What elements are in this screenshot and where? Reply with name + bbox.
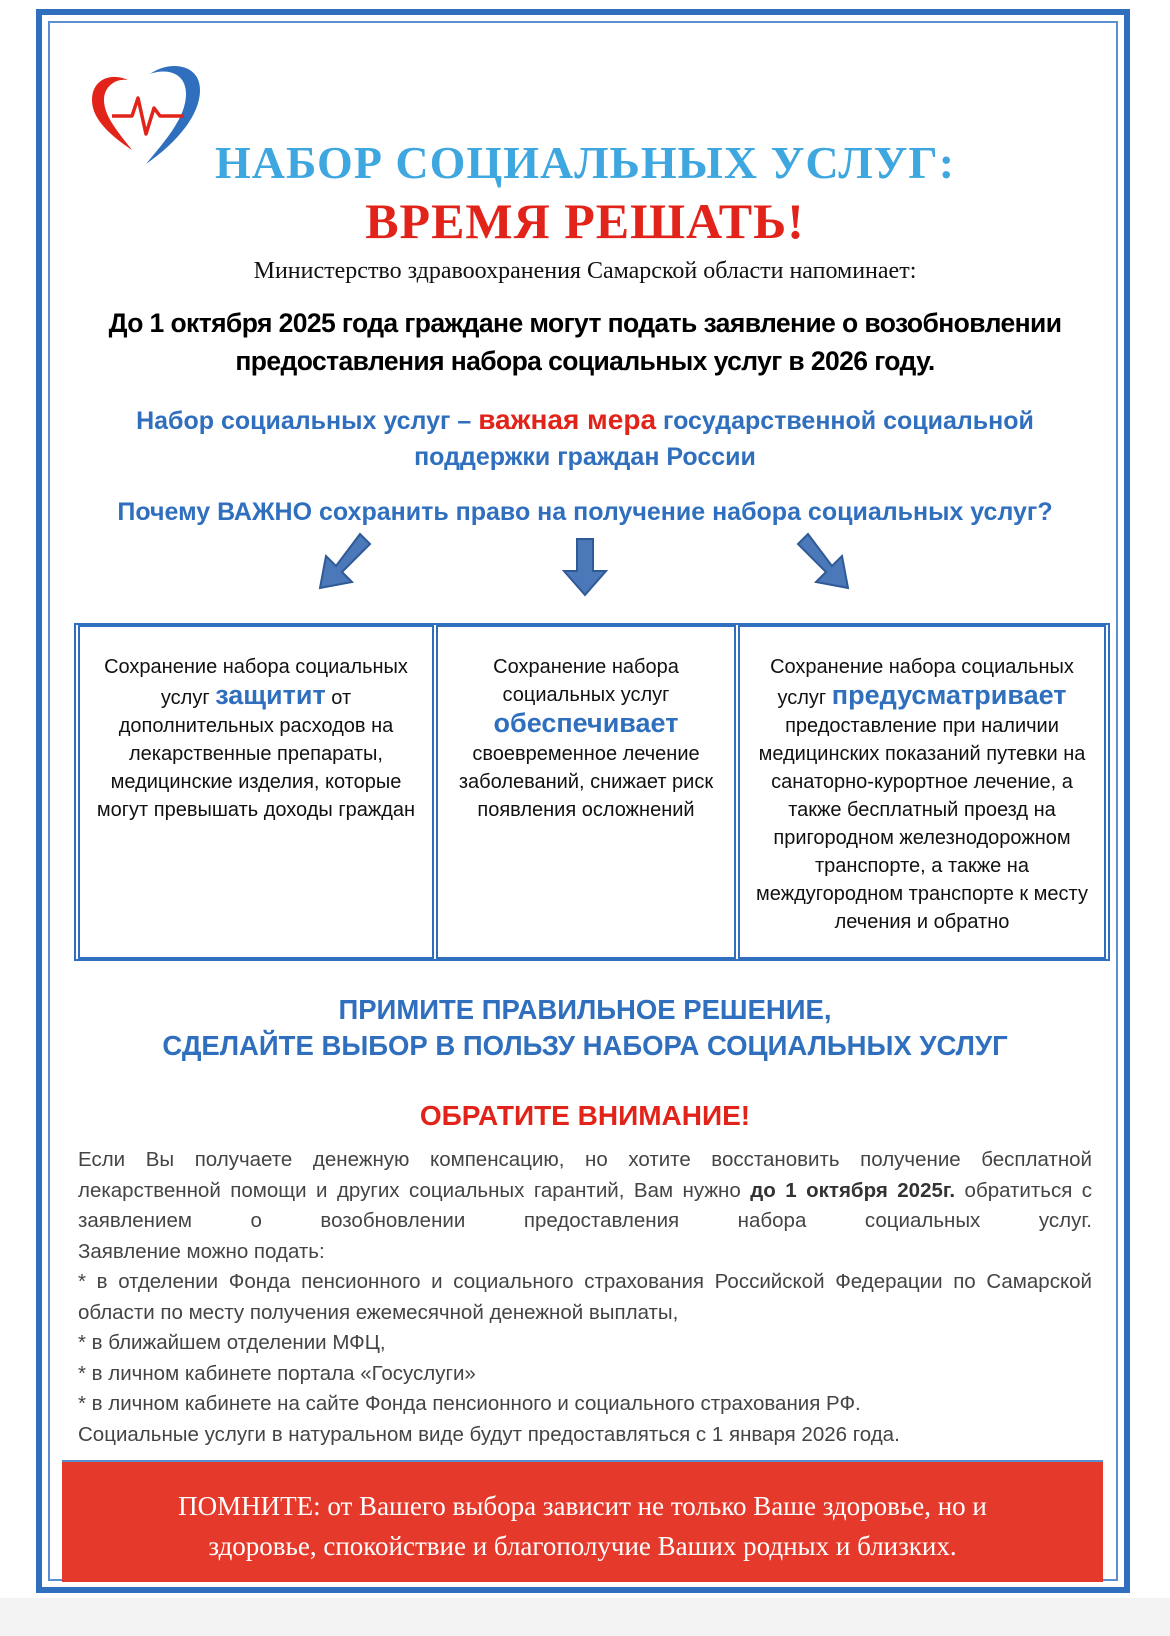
benefit-pre: Сохранение набора социальных услуг <box>104 656 408 709</box>
benefit-pre: Сохранение набора социальных услуг <box>770 656 1074 709</box>
ministry-reminder: Министерство здравоохранения Самарской области напоминает: <box>253 258 917 284</box>
measure-line2: поддержки граждан России <box>414 443 756 471</box>
remember-line2: здоровье, спокойствие и благополучие Ваших родных и близких. <box>208 1531 957 1561</box>
notice-closing: Социальные услуги в натуральном виде будут предоставляться с 1 января 2026 года. <box>78 1422 900 1446</box>
benefit-box-ensure <box>436 625 736 959</box>
deadline-statement <box>60 304 1110 380</box>
benefit-emphasis: защитит <box>215 680 326 710</box>
decision-line2: СДЕЛАЙТЕ ВЫБОР В ПОЛЬЗУ НАБОРА СОЦИАЛЬНЫХ УСЛУГ <box>162 1030 1008 1061</box>
attention-heading: ОБРАТИТЕ ВНИМАНИЕ! <box>419 1100 751 1131</box>
benefit-box-provide <box>738 625 1106 959</box>
remember-banner <box>62 1460 1103 1582</box>
main-title-line1: НАБОР СОЦИАЛЬНЫХ УСЛУГ: <box>214 137 956 188</box>
benefit-pre: Сохранение набора социальных услуг <box>493 656 679 706</box>
deadline-line1: До 1 октября 2025 года граждане могут подать заявление о возобновлении <box>108 308 1062 338</box>
notice-intro-pre: Если Вы получаете денежную компенсацию, но хотите восстановить получение бесплатной лекарственной помощи и других социальных гарантий, Вам нужно <box>78 1148 1092 1202</box>
notice-option: * в отделении Фонда пенсионного и социального страхования Российской Федерации по Самарской области по месту получения ежемесячной денежной выплаты, <box>78 1270 1092 1324</box>
measure-part1: Набор социальных услуг – <box>136 407 472 435</box>
notice-text <box>78 1145 1092 1450</box>
decision-call <box>60 992 1110 1064</box>
measure-statement <box>60 402 1110 475</box>
remember-line1: ПОМНИТЕ: от Вашего выбора зависит не только Ваше здоровье, но и <box>178 1491 987 1521</box>
arrow-down-left-icon <box>316 532 372 592</box>
main-title-line2: ВРЕМЯ РЕШАТЬ! <box>365 193 805 249</box>
page-shadow <box>0 1598 1170 1636</box>
deadline-line2: предоставления набора социальных услуг в 2026 году. <box>235 346 935 376</box>
benefit-post: от дополнительных расходов на лекарственные препараты, медицинские изделия, которые могут превышать доходы граждан <box>96 687 416 821</box>
why-question: Почему ВАЖНО сохранить право на получение набора социальных услуг? <box>117 498 1053 526</box>
notice-apply-label: Заявление можно подать: <box>78 1239 325 1263</box>
benefit-emphasis: обеспечивает <box>493 708 679 738</box>
notice-option: * в личном кабинете портала «Госуслуги» <box>78 1361 476 1385</box>
decision-line1: ПРИМИТЕ ПРАВИЛЬНОЕ РЕШЕНИЕ, <box>338 994 832 1025</box>
arrow-down-icon <box>562 537 608 597</box>
arrow-down-right-icon <box>796 532 852 592</box>
notice-intro <box>78 1145 1092 1237</box>
measure-part3: государственной социальной <box>662 407 1034 435</box>
benefit-box-protect <box>78 625 434 959</box>
benefit-emphasis: предусматривает <box>831 680 1067 710</box>
measure-highlight: важная мера <box>478 404 657 435</box>
notice-option: * в личном кабинете на сайте Фонда пенсионного и социального страхования РФ. <box>78 1392 861 1415</box>
benefit-post: своевременное лечение заболеваний, снижает риск появления осложнений <box>458 743 714 821</box>
benefit-post: предоставление при наличии медицинских показаний путевки на санаторно-курортное лечение, а также бесплатный проезд на пригородном железнодорожном транспорте, а также на междугородном транспорте к месту лечения и обратно <box>756 715 1088 933</box>
notice-deadline: до 1 октября 2025г. <box>750 1178 956 1202</box>
notice-intro-post: обратиться с заявлением о возобновлении предоставления набора социальных услуг. <box>78 1178 1093 1232</box>
notice-option: * в ближайшем отделении МФЦ, <box>78 1331 386 1354</box>
